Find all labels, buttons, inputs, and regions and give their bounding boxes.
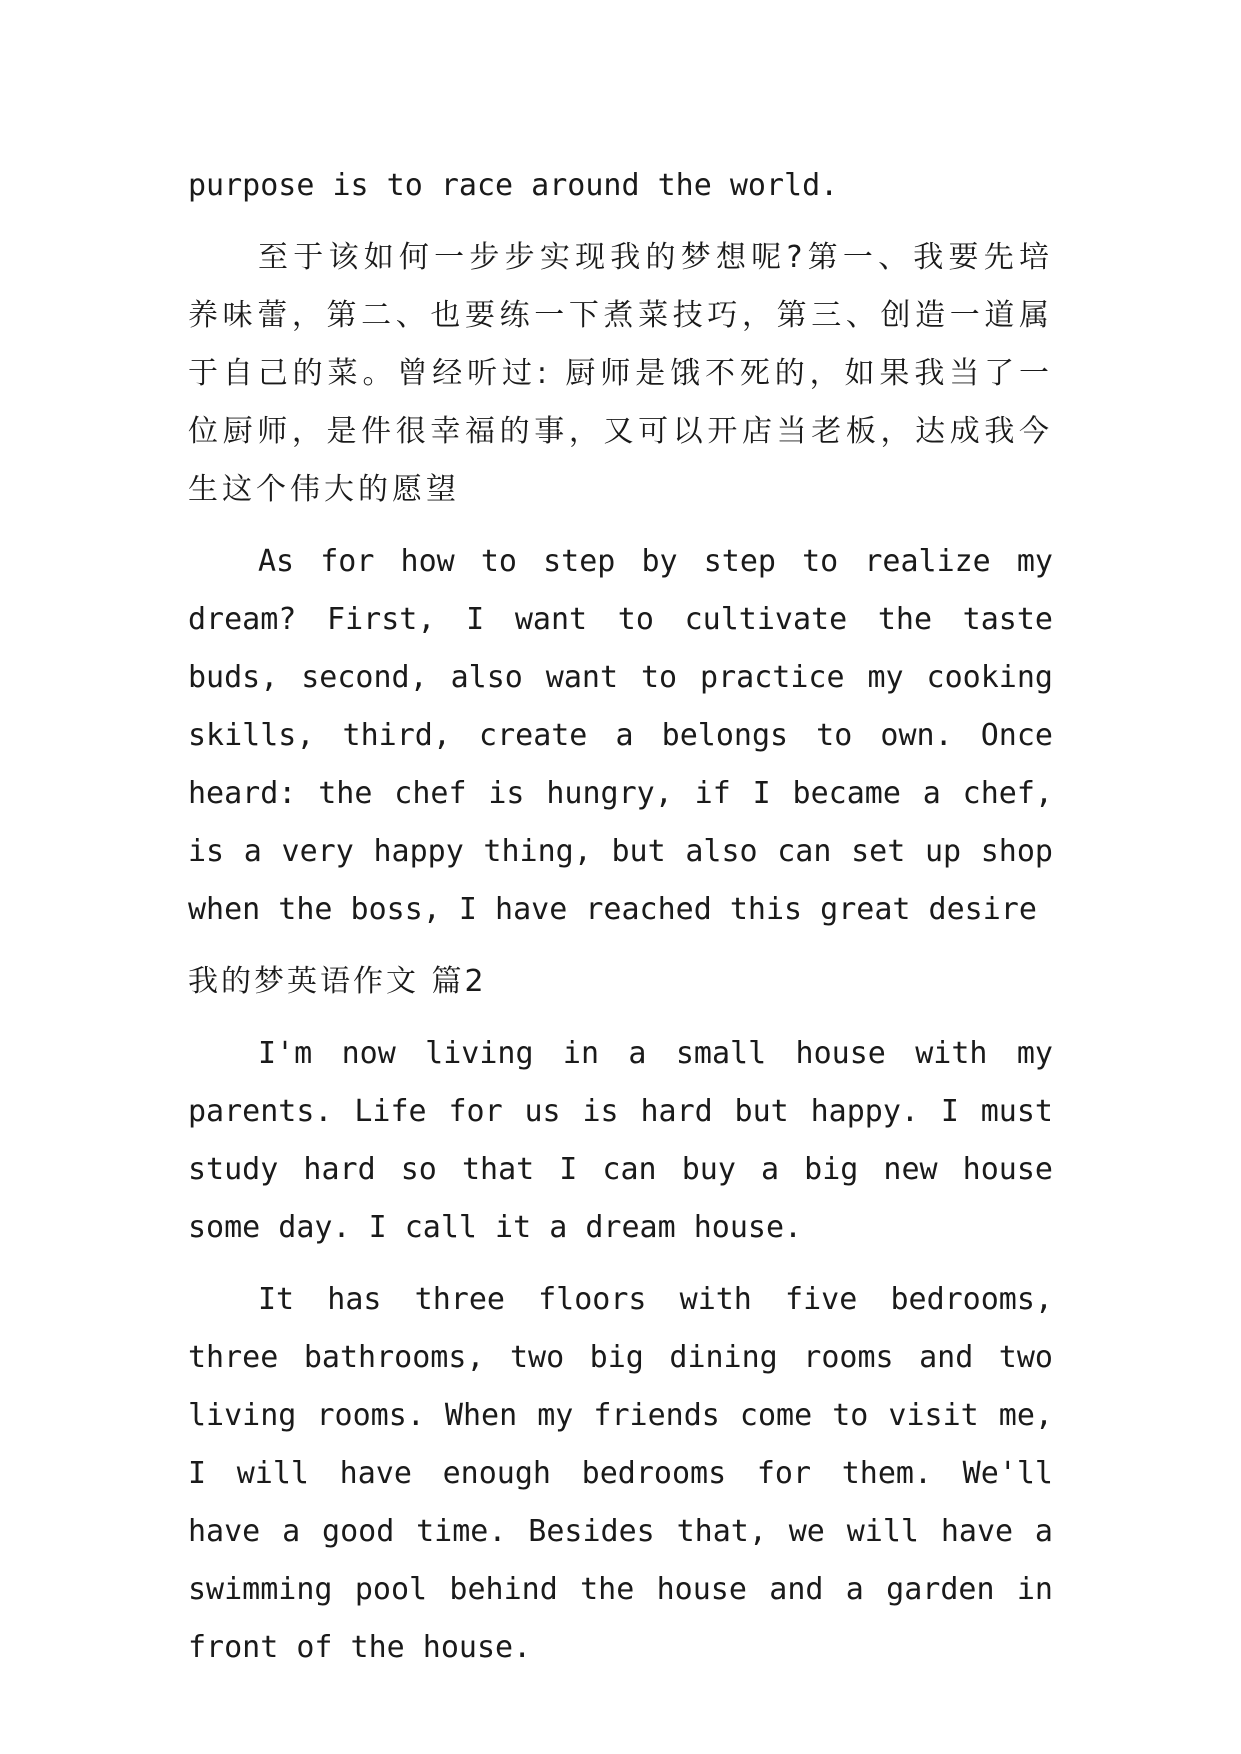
- paragraph-continuation: purpose is to race around the world.: [188, 168, 839, 203]
- paragraph-chinese-plan: 至于该如何一步步实现我的梦想呢?第一、我要先培养味蕾，第二、也要练一下煮菜技巧，第三、创造一道属于自己的菜。曾经听过: 厨师是饿不死的，如果我当了一位厨师，是件很幸福的事，又可以开店当老板，达成我今生这个伟大的愿望: [188, 240, 1053, 507]
- section-heading: 我的梦英语作文 篇2: [188, 964, 487, 999]
- paragraph-dream-house: It has three floors with five bedrooms, three bathrooms, two big dining rooms and two living rooms. When my friends come to visit me, I will have enough bedrooms for them. We'll have a good time. Besides that, we will have a swimming pool behind the house and a garden in front of the house.: [188, 1282, 1053, 1665]
- paragraph-small-house: I'm now living in a small house with my parents. Life for us is hard but happy. I must study hard so that I can buy a big new house some day. I call it a dream house.: [188, 1036, 1053, 1245]
- document-body: [188, 157, 1053, 1691]
- paragraph-english-plan: As for how to step by step to realize my dream? First, I want to cultivate the taste buds, second, also want to practice my cooking skills, third, create a belongs to own. Once heard: the chef is hungry, if I became a chef, is a very happy thing, but also can set up shop when the boss, I have reached this great desire: [188, 544, 1053, 927]
